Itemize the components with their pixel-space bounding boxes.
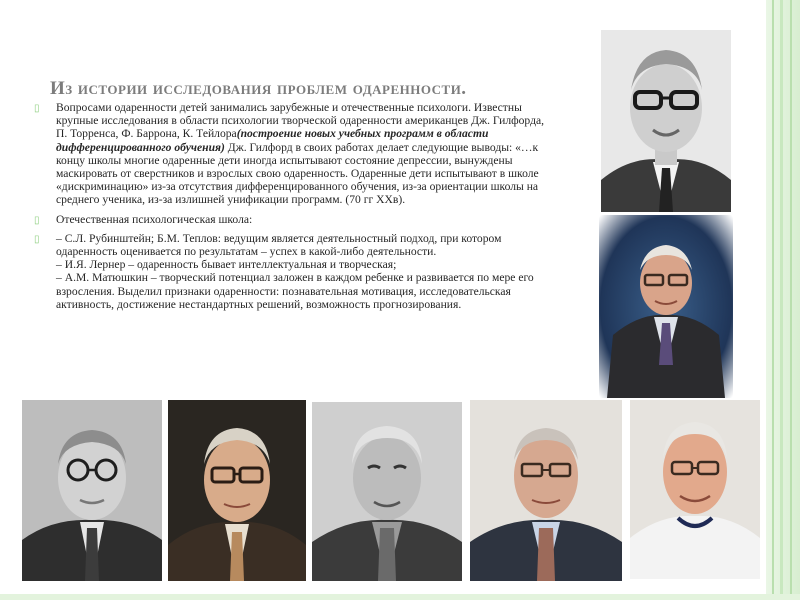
portrait-photo-torrance [599, 215, 733, 398]
bullet-text: Отечественная психологическая школа: [56, 212, 253, 226]
bullet-line: – А.М. Матюшкин – творческий потенциал заложен в каждом ребенке и развивается по мере его взросления. Выделил признаки одаренности: познавательная мотивация, исследовательская активность, достижение нестандартных решений, возможность прогнозирования. [56, 271, 534, 311]
hollow-bullet-icon: ▯ [34, 233, 40, 245]
hollow-bullet-icon: ▯ [34, 214, 40, 226]
portrait-photo-lerner [312, 402, 462, 581]
slide-body [34, 101, 554, 317]
emphasis-text: (построение новых учебных программ в области дифференцированного обучения) [56, 127, 489, 154]
portrait-image [312, 402, 462, 581]
hollow-bullet-icon: ▯ [34, 103, 40, 114]
frame-stripe [772, 0, 774, 600]
bullet-line: – И.Я. Лернер – одаренность бывает интеллектуальная и творческая; [56, 258, 397, 272]
portrait-image [470, 400, 622, 581]
portrait-photo-barron [630, 400, 760, 579]
portrait-photo-matyushkin [470, 400, 622, 581]
portrait-photo-teplov [168, 400, 306, 581]
bullet-text: Вопросами одаренности детей занимались зарубежные и отечественные психологи. Известны крупные исследования в области психологии творческой одаренности американцев Дж. Гилфорда, П. Торренса, Ф. Баррона, К. Тейлора(построение новых учебных программ в области дифференцированного обучения) Дж. Гилфорд в своих работах делает следующие выводы: «…к концу школы многие одаренные дети иногда испытывают состояние депрессии, вынуждены маскировать от сверстников и взрослых свою одаренность. Одаренные дети испытывают в школе «дискриминацию» из-за отсутствия дифференцированного обучения, из-за ориентации школы на среднего ученика, из-за излишней унификации программ. (70 гг XXв). [56, 101, 545, 207]
portrait-image [168, 400, 306, 581]
portrait-image [630, 400, 760, 579]
decorative-frame-bottom [0, 594, 800, 600]
portrait-image [599, 215, 733, 398]
bullet-line: – С.Л. Рубинштейн; Б.М. Теплов: ведущим является деятельностный подход, при котором одаренность оценивается по результатам – успех в какой-либо деятельности. [56, 231, 502, 259]
portrait-photo-guilford [601, 30, 731, 212]
bullet-foreign-research [34, 101, 554, 207]
bullet-domestic-school [34, 213, 554, 226]
portrait-photo-rubinstein [22, 400, 162, 581]
frame-stripe [780, 0, 783, 600]
frame-stripe [790, 0, 792, 600]
slide-title: Из истории исследования проблем одаренности. [50, 78, 467, 99]
portrait-image [22, 400, 162, 581]
portrait-image [601, 30, 731, 212]
bullet-domestic-authors [34, 232, 554, 311]
